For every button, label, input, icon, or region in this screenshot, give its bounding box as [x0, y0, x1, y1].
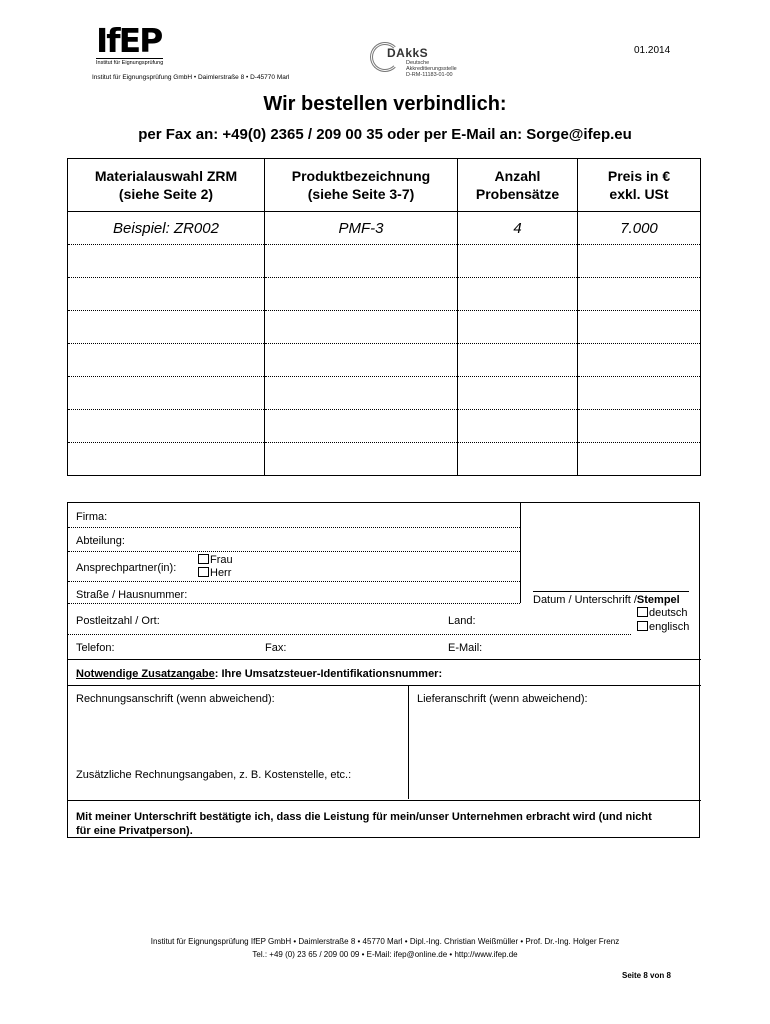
quantity-cell[interactable]: [458, 377, 578, 410]
header-address: Institut für Eignungsprüfung GmbH • Daimlerstraße 8 • D-45770 Marl: [92, 74, 290, 81]
quantity-cell[interactable]: [458, 245, 578, 278]
page-title: Wir bestellen verbindlich:: [263, 93, 507, 115]
dakks-name: DAkkS: [387, 46, 429, 60]
ust-id-label: Notwendige Zusatzangabe: Ihre Umsatzsteuer-Identifikationsnummer:: [76, 668, 443, 680]
document-date: 01.2014: [634, 45, 671, 56]
material-cell[interactable]: [68, 311, 265, 344]
firma-label: Firma:: [76, 511, 108, 523]
page-subtitle: per Fax an: +49(0) 2365 / 209 00 35 oder per E-Mail an: Sorge@ifep.eu: [138, 126, 632, 143]
englisch-checkbox[interactable]: [637, 621, 648, 631]
footer-line-1: Institut für Eignungsprüfung IfEP GmbH • Daimlerstraße 8 • 45770 Marl • Dipl.-Ing. Christian Weißmüller • Prof. Dr.-Ing. Holger Frenz: [150, 937, 620, 946]
plz-field[interactable]: [68, 634, 631, 635]
price-cell[interactable]: [578, 344, 701, 377]
material-cell[interactable]: [68, 377, 265, 410]
liefer-label: Lieferanschrift (wenn abweichend):: [417, 693, 588, 705]
address-form: [67, 502, 700, 838]
dakks-subtext: Deutsche Akkreditierungsstelle D-RM-11183-01-00: [406, 60, 457, 78]
material-cell[interactable]: [68, 344, 265, 377]
signature-line[interactable]: [533, 591, 689, 592]
quantity-cell[interactable]: [458, 410, 578, 443]
herr-checkbox[interactable]: [198, 567, 209, 577]
order-table-header: [68, 159, 701, 212]
address-divider: [408, 685, 409, 799]
deutsch-checkbox[interactable]: [637, 607, 648, 617]
quantity-cell[interactable]: [458, 311, 578, 344]
price-cell[interactable]: [578, 443, 701, 476]
ansprechpartner-label: Ansprechpartner(in):: [76, 562, 177, 574]
logo-subtitle: Institut für Eignungsprüfung: [96, 60, 164, 66]
order-row[interactable]: [68, 377, 701, 410]
quantity-cell[interactable]: [458, 344, 578, 377]
product-cell[interactable]: [265, 443, 458, 476]
herr-option[interactable]: Herr: [198, 567, 231, 579]
product-cell[interactable]: [265, 278, 458, 311]
material-cell[interactable]: [68, 443, 265, 476]
strasse-field[interactable]: [68, 603, 520, 604]
material-cell[interactable]: [68, 278, 265, 311]
price-cell[interactable]: [578, 245, 701, 278]
ifep-logo: [96, 21, 186, 74]
quantity-cell[interactable]: [458, 443, 578, 476]
firma-field[interactable]: [68, 527, 520, 528]
englisch-option[interactable]: englisch: [637, 621, 689, 633]
example-product: PMF-3: [265, 212, 458, 245]
order-row[interactable]: [68, 245, 701, 278]
email-label: E-Mail:: [448, 642, 483, 654]
price-cell[interactable]: [578, 278, 701, 311]
fax-label: Fax:: [265, 642, 287, 654]
product-cell[interactable]: [265, 410, 458, 443]
quantity-cell[interactable]: [458, 278, 578, 311]
footer: [0, 935, 770, 961]
rechnung-label: Rechnungsanschrift (wenn abweichend):: [76, 693, 275, 705]
price-cell[interactable]: [578, 377, 701, 410]
price-cell[interactable]: [578, 311, 701, 344]
footer-line-2: Tel.: +49 (0) 23 65 / 209 00 09 • E-Mail: ifep@online.de • http://www.ifep.de: [252, 950, 518, 959]
logo-text: IfEP: [96, 21, 162, 60]
page-number: Seite 8 von 8: [622, 971, 671, 980]
example-quantity: 4: [458, 212, 578, 245]
signature-divider: [520, 503, 521, 603]
price-cell[interactable]: [578, 410, 701, 443]
header-produktbezeichnung: Produktbezeichnung (siehe Seite 3-7): [265, 159, 458, 212]
example-row: [68, 212, 701, 245]
header-anzahl: Anzahl Probensätze: [458, 159, 578, 212]
confirm-separator: [68, 800, 701, 801]
material-cell[interactable]: [68, 410, 265, 443]
product-cell[interactable]: [265, 245, 458, 278]
ansprechpartner-field[interactable]: [68, 581, 520, 582]
order-row[interactable]: [68, 344, 701, 377]
land-label: Land:: [448, 615, 476, 627]
zusaetzlich-label: Zusätzliche Rechnungsangaben, z. B. Kostenstelle, etc.:: [76, 769, 352, 781]
telefon-label: Telefon:: [76, 642, 115, 654]
confirmation-text: Mit meiner Unterschrift bestätigte ich, dass die Leistung für mein/unser Unternehmen erbracht wird (und nicht für eine Privatperson).: [76, 811, 652, 837]
product-cell[interactable]: [265, 344, 458, 377]
header-materialauswahl: Materialauswahl ZRM (siehe Seite 2): [68, 159, 265, 212]
dakks-logo: [370, 40, 470, 82]
product-cell[interactable]: [265, 311, 458, 344]
abteilung-field[interactable]: [68, 551, 520, 552]
strasse-label: Straße / Hausnummer:: [76, 589, 188, 601]
contact-separator: [68, 659, 701, 660]
product-cell[interactable]: [265, 377, 458, 410]
example-price: 7.000: [578, 212, 701, 245]
order-row[interactable]: [68, 410, 701, 443]
plz-label: Postleitzahl / Ort:: [76, 615, 160, 627]
example-material: Beispiel: ZR002: [68, 212, 265, 245]
ust-separator[interactable]: [68, 685, 701, 686]
order-table: [67, 158, 701, 476]
signature-label: Datum / Unterschrift /Stempel: [533, 594, 680, 606]
abteilung-label: Abteilung:: [76, 535, 125, 547]
material-cell[interactable]: [68, 245, 265, 278]
header-preis: Preis in € exkl. USt: [578, 159, 701, 212]
frau-option[interactable]: Frau: [198, 554, 233, 566]
order-row[interactable]: [68, 278, 701, 311]
deutsch-option[interactable]: deutsch: [637, 607, 688, 619]
order-row[interactable]: [68, 311, 701, 344]
frau-checkbox[interactable]: [198, 554, 209, 564]
order-row[interactable]: [68, 443, 701, 476]
